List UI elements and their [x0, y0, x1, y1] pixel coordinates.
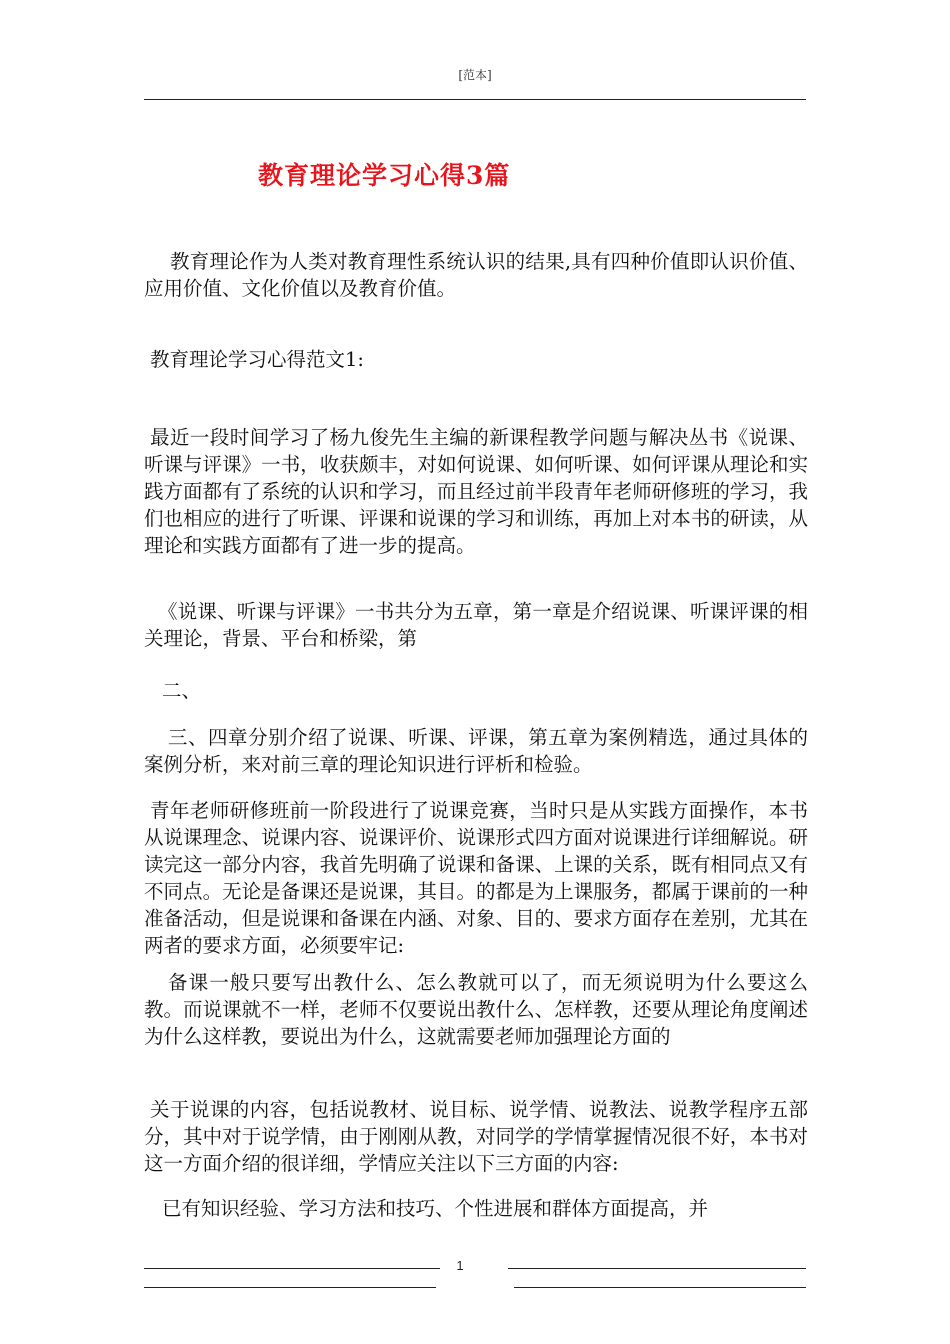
- page-number: 1: [456, 1258, 464, 1273]
- body-paragraph: 关于说课的内容，包括说教材、说目标、说学情、说教法、说教学程序五部分，其中对于说学情，由于刚刚从教，对同学的学情掌握情况很不好，本书对这一方面介绍的很详细，学情应关注以下三方面的内容:: [144, 1098, 808, 1175]
- body-paragraph: 三、四章分别介绍了说课、听课、评课，第五章为案例精选，通过具体的案例分析，来对前三章的理论知识进行评析和检验。: [144, 726, 808, 776]
- body-paragraph: 青年老师研修班前一阶段进行了说课竞赛，当时只是从实践方面操作，本书从说课理念、说课内容、说课评价、说课形式四方面对说课进行详细解说。研读完这一部分内容，我首先明确了说课和备课、上课的关系，既有相同点又有不同点。无论是备课还是说课，其目。的都是为上课服务，都属于课前的一种准备活动，但是说课和备课在内涵、对象、目的、要求方面存在差别，尤其在两者的要求方面，必须要牢记:: [144, 799, 808, 957]
- footer-divider-right: [508, 1268, 806, 1269]
- body-paragraph: 《说课、听课与评课》一书共分为五章，第一章是介绍说课、听课评课的相关理论，背景、平台和桥梁，第: [144, 600, 808, 650]
- header-label: [范本]: [458, 68, 492, 82]
- header-divider: [144, 99, 806, 100]
- footer-divider-left: [144, 1268, 440, 1269]
- body-paragraph: 已有知识经验、学习方法和技巧、个性进展和群体方面提高，并: [162, 1197, 709, 1220]
- section-heading: 教育理论学习心得范文1:: [150, 348, 364, 371]
- body-paragraph: 最近一段时间学习了杨九俊先生主编的新课程教学问题与解决丛书《说课、听课与评课》一书，收获颇丰，对如何说课、如何听课、如何评课从理论和实践方面都有了系统的认识和学习，而且经过前半段青年老师研修班的学习，我们也相应的进行了听课、评课和说课的学习和训练，再加上对本书的研读，从理论和实践方面都有了进一步的提高。: [144, 426, 808, 557]
- footer-underline-left: [144, 1287, 436, 1288]
- document-title: 教育理论学习心得3篇: [258, 161, 511, 190]
- body-paragraph: 备课一般只要写出教什么、怎么教就可以了，而无须说明为什么要这么教。而说课就不一样，老师不仅要说出教什么、怎样教，还要从理论角度阐述为什么这样教，要说出为什么，这就需要老师加强理论方面的: [144, 971, 808, 1048]
- footer-underline-right: [514, 1287, 806, 1288]
- intro-paragraph: 教育理论作为人类对教育理性系统认识的结果,具有四种价值即认识价值、应用价值、文化价值以及教育价值。: [144, 250, 808, 300]
- body-paragraph: 二、: [162, 679, 202, 702]
